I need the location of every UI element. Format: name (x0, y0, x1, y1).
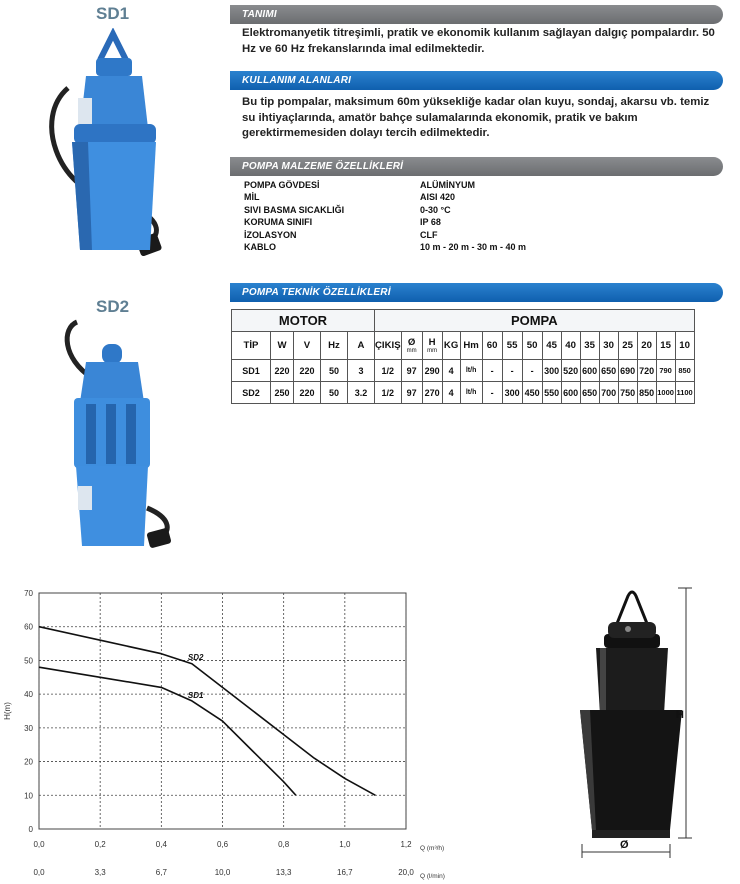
table-cell: lt/h (460, 382, 482, 404)
material-key: POMPA GÖVDESİ (244, 180, 320, 190)
y-tick-label: 40 (24, 690, 33, 700)
table-cell: 300 (542, 360, 561, 382)
table-cell: 97 (401, 360, 422, 382)
table-cell: - (482, 360, 502, 382)
material-row (244, 230, 526, 242)
col-header: W (271, 332, 294, 360)
x2-tick-label: 10,0 (214, 868, 231, 877)
table-cell: 220 (271, 360, 294, 382)
col-header-diameter: Ø mm (401, 332, 422, 360)
x2-tick-label: 20,0 (398, 868, 414, 877)
col-header: 15 (656, 332, 675, 360)
x-tick-label: 0,8 (278, 840, 290, 849)
material-key: SIVI BASMA SICAKLIĞI (244, 204, 345, 215)
material-value: 0-30 °C (420, 204, 451, 215)
table-row (232, 360, 695, 382)
material-value: CLF (420, 229, 438, 240)
table-row (232, 382, 695, 404)
table-cell: 850 (675, 360, 694, 382)
table-cell: 1100 (675, 382, 694, 404)
x2-tick-label: 13,3 (275, 868, 292, 877)
table-cell: SD1 (232, 360, 271, 382)
kullanim-text: Bu tip pompalar, maksimum 60m yüksekliğe kadar olan kuyu, sondaj, akarsu vb. temiz su ihtiyaçlarında, amatör bahçe sulamalarında ekonomik, pratik ve bakım gerektirmemesiden dolayı tercih edilmektedir. (242, 96, 710, 139)
series-label: SD2 (187, 652, 204, 662)
model-label-sd2: SD2 (96, 297, 130, 316)
table-cell: 700 (599, 382, 618, 404)
sd2-pump-image (52, 318, 180, 554)
performance-chart (0, 582, 450, 882)
col-header: 55 (502, 332, 522, 360)
material-row (244, 180, 526, 192)
table-cell: 4 (442, 382, 460, 404)
table-cell: 600 (580, 360, 599, 382)
table-cell: 290 (422, 360, 442, 382)
material-key: KABLO (244, 241, 276, 252)
col-header: 30 (599, 332, 618, 360)
table-cell: 50 (321, 360, 348, 382)
y-tick-label: 0 (28, 825, 33, 834)
dimension-d-label: Ø (620, 839, 629, 851)
table-cell: 1/2 (375, 360, 402, 382)
table-cell: 270 (422, 382, 442, 404)
table-cell: 790 (656, 360, 675, 382)
section-header-tanimi: TANIMI (230, 5, 723, 24)
material-key: İZOLASYON (244, 229, 297, 240)
col-header: KG (442, 332, 460, 360)
table-cell: 97 (401, 382, 422, 404)
table-cell: 650 (580, 382, 599, 404)
table-cell: 1000 (656, 382, 675, 404)
table-cell: 4 (442, 360, 460, 382)
y-tick-label: 10 (24, 791, 33, 801)
x2-tick-label: 6,7 (155, 868, 167, 877)
x2-tick-label: 0,0 (33, 868, 45, 877)
x-tick-label: 1,0 (339, 840, 351, 849)
table-cell: 750 (618, 382, 637, 404)
col-header: TİP (232, 332, 271, 360)
table-cell: 690 (618, 360, 637, 382)
table-cell: - (502, 360, 522, 382)
table-cell: 250 (271, 382, 294, 404)
col-header-height: H mm (422, 332, 442, 360)
table-cell: 3.2 (348, 382, 375, 404)
pompa-group-header: POMPA (375, 310, 695, 332)
table-cell: 600 (561, 382, 580, 404)
table-cell: 220 (294, 360, 321, 382)
col-header: Hm (460, 332, 482, 360)
sd1-pump-image (38, 28, 178, 268)
y-tick-label: 30 (24, 723, 33, 733)
table-cell: - (522, 360, 542, 382)
series-line-sd1 (39, 667, 296, 795)
material-key: KORUMA SINIFI (244, 217, 313, 228)
table-cell: 650 (599, 360, 618, 382)
tanimi-text: Elektromanyetik titreşimli, pratik ve ekonomik kullanım sağlayan dalgıç pompalardır. 50 Hz ve 60 Hz frekanslarında imal edilmektedir. (242, 27, 715, 55)
x-tick-label: 0,0 (33, 840, 45, 849)
section-header-teknik: POMPA TEKNİK ÖZELLİKLERİ (230, 283, 723, 302)
table-cell: 50 (321, 382, 348, 404)
table-cell: 1/2 (375, 382, 402, 404)
material-table (244, 180, 526, 254)
spec-header-row (232, 332, 695, 360)
table-cell: 300 (502, 382, 522, 404)
material-row (244, 192, 526, 204)
motor-group-header: MOTOR (232, 310, 375, 332)
col-header: 40 (561, 332, 580, 360)
x-tick-label: 0,4 (155, 840, 167, 849)
col-header: 60 (482, 332, 502, 360)
material-row (244, 242, 526, 254)
table-cell: 520 (561, 360, 580, 382)
material-value: AISI 420 (420, 192, 456, 203)
y-tick-label: 50 (24, 656, 33, 666)
section-header-kullanim: KULLANIM ALANLARI (230, 71, 723, 90)
x2-axis-label: Q (l/min) (420, 873, 445, 880)
col-header: 50 (522, 332, 542, 360)
x2-tick-label: 16,7 (337, 868, 353, 877)
table-cell: - (482, 382, 502, 404)
table-cell: 850 (637, 382, 656, 404)
table-cell: 3 (348, 360, 375, 382)
table-cell: 450 (522, 382, 542, 404)
material-key: MİL (244, 192, 260, 203)
y-tick-label: 70 (24, 589, 33, 598)
col-header: 35 (580, 332, 599, 360)
material-row (244, 217, 526, 229)
col-header: 45 (542, 332, 561, 360)
y-tick-label: 20 (24, 757, 33, 767)
col-header: ÇIKIŞ (375, 332, 402, 360)
col-header: 25 (618, 332, 637, 360)
material-row (244, 205, 526, 217)
material-value: 10 m - 20 m - 30 m - 40 m (420, 241, 527, 252)
section-header-malzeme: POMPA MALZEME ÖZELLİKLERİ (230, 157, 723, 176)
table-cell: SD2 (232, 382, 271, 404)
table-cell: 550 (542, 382, 561, 404)
y-axis-label: H(m) (3, 702, 12, 720)
x-tick-label: 1,2 (400, 840, 412, 849)
model-label-sd1: SD1 (96, 4, 130, 23)
table-cell: 720 (637, 360, 656, 382)
table-cell: 220 (294, 382, 321, 404)
col-header: Hz (321, 332, 348, 360)
x-tick-label: 0,2 (94, 840, 106, 849)
x-axis-label: Q (m³/h) (420, 845, 445, 852)
spec-table (231, 309, 695, 404)
material-value: IP 68 (420, 217, 441, 228)
x-tick-label: 0,6 (216, 840, 229, 849)
col-header: 20 (637, 332, 656, 360)
table-cell: lt/h (460, 360, 482, 382)
pump-dimension-drawing (560, 582, 738, 880)
material-value: ALÜMİNYUM (420, 180, 475, 190)
col-header: A (348, 332, 375, 360)
col-header: 10 (675, 332, 694, 360)
series-label: SD1 (187, 690, 204, 700)
y-tick-label: 60 (24, 622, 33, 632)
x2-tick-label: 3,3 (94, 868, 106, 877)
dimension-h-label: H (676, 709, 684, 721)
col-header: V (294, 332, 321, 360)
